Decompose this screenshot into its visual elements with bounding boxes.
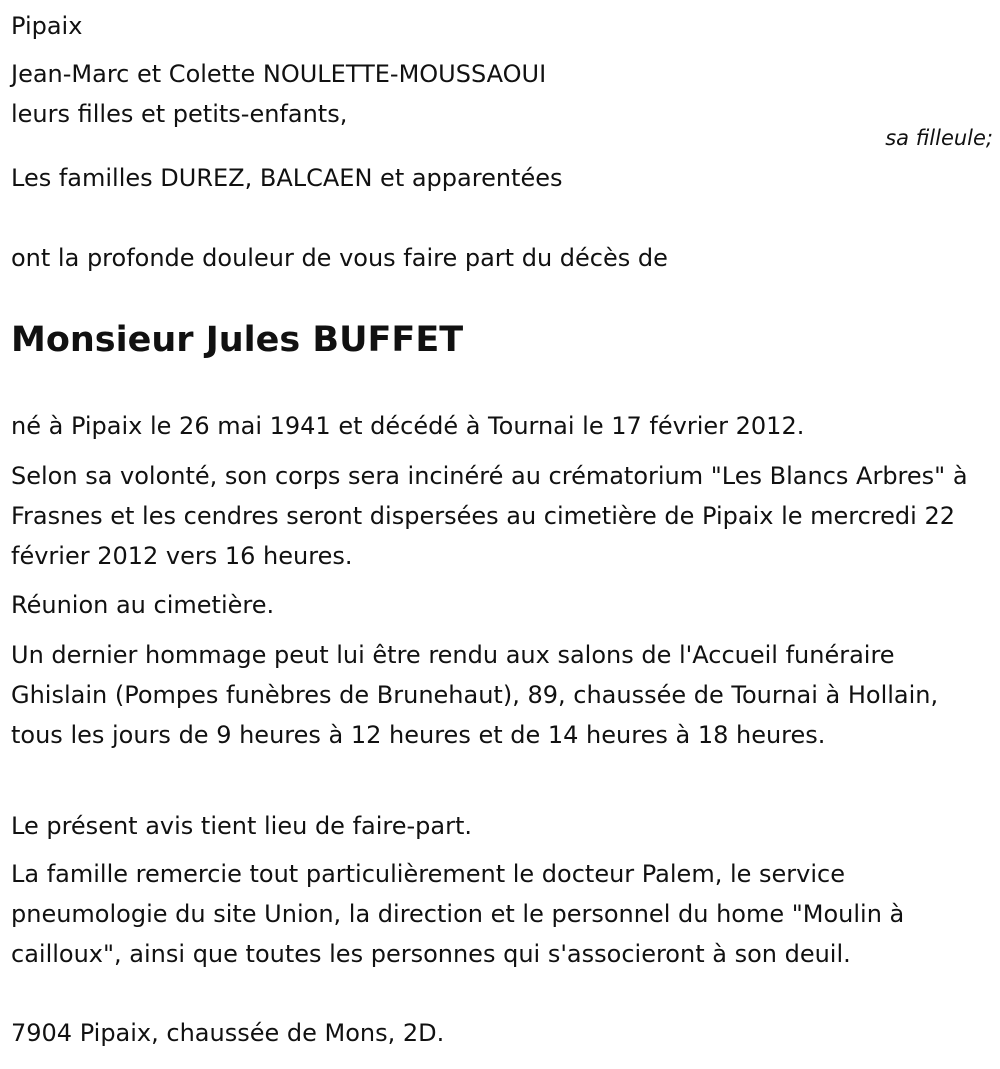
place-name: Pipaix: [11, 12, 83, 40]
announcement-text: ont la profonde douleur de vous faire part du décès de: [11, 244, 668, 272]
deceased-name: Monsieur Jules BUFFET: [11, 320, 464, 360]
family-line-1: Jean-Marc et Colette NOULETTE-MOUSSAOUI: [11, 60, 547, 88]
family-line-2: leurs filles et petits-enfants,: [11, 100, 348, 128]
notice-clause-text: Le présent avis tient lieu de faire-part.: [11, 812, 473, 840]
cremation-text: Selon sa volonté, son corps sera incinéré au crématorium "Les Blancs Arbres" à Frasnes et les cendres seront dispersées au cimetière de Pipaix le mercredi 22 février 2012 vers 16 heures.: [11, 462, 968, 570]
address-text: 7904 Pipaix, chaussée de Mons, 2D.: [11, 1019, 445, 1047]
visitation-text: Un dernier hommage peut lui être rendu aux salons de l'Accueil funéraire Ghislain (Pompes funèbres de Brunehaut), 89, chaussée de Tournai à Hollain, tous les jours de 9 heures à 12 heures et de 14 heures à 18 heures.: [11, 641, 939, 749]
obituary-notice: [11, 0, 993, 1069]
meeting-text: Réunion au cimetière.: [11, 591, 275, 619]
thanks-text: La famille remercie tout particulièrement le docteur Palem, le service pneumologie du site Union, la direction et le personnel du home "Moulin à cailloux", ainsi que toutes les personnes qui s'associeront à son deuil.: [11, 860, 905, 968]
birth-death-text: né à Pipaix le 26 mai 1941 et décédé à Tournai le 17 février 2012.: [11, 412, 805, 440]
relation-note: sa filleule;: [885, 126, 993, 150]
family-line-3: Les familles DUREZ, BALCAEN et apparentées: [11, 164, 563, 192]
